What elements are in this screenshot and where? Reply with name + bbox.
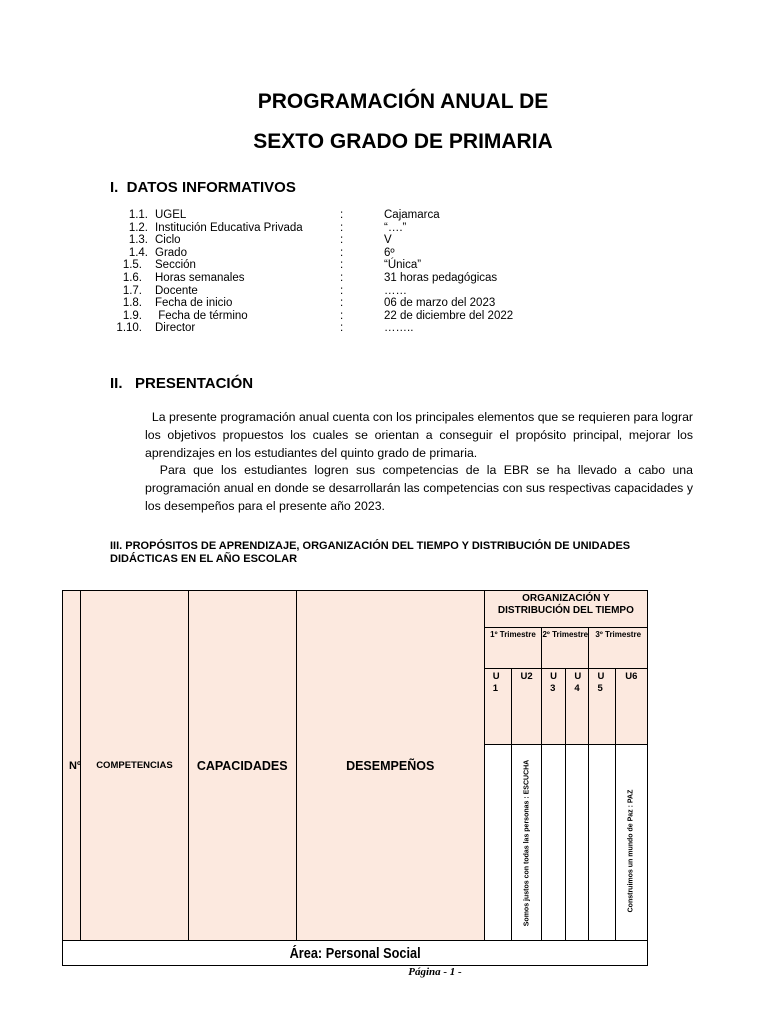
datos-num: 1.9.	[122, 309, 142, 322]
datos-label: Docente	[155, 284, 198, 297]
header-n: Nº	[63, 591, 81, 941]
page-number: Página - 1 -	[408, 966, 462, 978]
area-label: Área: Personal Social	[289, 944, 421, 962]
datos-label: Horas semanales	[155, 272, 245, 284]
header-unit-4	[566, 669, 589, 745]
datos-separator: :	[340, 322, 344, 335]
datos-value: 22 de diciembre del 2022	[384, 309, 514, 322]
datos-num: 1.1.	[128, 209, 148, 221]
datos-row	[0, 285, 768, 298]
paragraph-text: La presente programación anual cuenta con los principales elementos que se requieren para lograr los objetivos propuestos los cuales se orientan a conseguir el propósito principal, mejorar los aprendizajes en los estudiantes del quinto grado de primaria.	[145, 410, 694, 460]
unit-title-cell-4	[566, 745, 589, 941]
area-row	[63, 941, 648, 966]
datos-value: 31 horas pedagógicas	[384, 272, 498, 284]
datos-separator: :	[340, 297, 344, 310]
datos-value: 6º	[384, 246, 395, 259]
datos-label: Director	[155, 322, 196, 335]
header-unit-5	[589, 669, 615, 745]
datos-row	[0, 310, 768, 323]
datos-num: 1.3.	[128, 234, 148, 247]
datos-separator: :	[340, 309, 344, 322]
programacion-table	[62, 590, 648, 966]
datos-row	[0, 322, 768, 335]
unit-title-cell-5	[589, 745, 615, 941]
datos-separator: :	[340, 246, 344, 259]
header-organizacion: ORGANIZACIÓN Y DISTRIBUCIÓN DEL TIEMPO	[484, 591, 647, 628]
datos-num: 1.5.	[122, 259, 142, 272]
header-trimestre-1: 1º Trimestre	[484, 628, 541, 669]
header-unit-3	[542, 669, 566, 745]
datos-row	[0, 297, 768, 310]
datos-separator: :	[340, 234, 344, 247]
datos-value: “Única”	[384, 259, 422, 272]
unit-title-cell-2	[511, 745, 541, 941]
datos-row	[0, 272, 768, 285]
header-unit-6: U6	[615, 669, 647, 745]
presentation-paragraph	[145, 461, 693, 515]
header-trimestre-3: 3º Trimestre	[589, 628, 648, 669]
datos-value: V	[384, 234, 392, 247]
paragraph-text: Para que los estudiantes logren sus competencias de la EBR se ha llevado a cabo una programación anual en donde se desarrollarán las competencias con sus respectivas capacidades y los desempeños para el presente año 2023.	[145, 463, 693, 513]
unit-title-cell-6	[615, 745, 647, 941]
datos-num: 1.2.	[128, 221, 148, 234]
datos-num: 1.7.	[122, 284, 142, 297]
unit-label: U 4	[574, 671, 582, 694]
datos-separator: :	[340, 221, 344, 234]
header-capacidades: CAPACIDADES	[188, 591, 296, 941]
unit-title-cell-1	[484, 745, 511, 941]
header-trimestre-2: 2º Trimestre	[542, 628, 589, 669]
section-heading-propositos: III. PROPÓSITOS DE APRENDIZAJE, ORGANIZACIÓN DEL TIEMPO Y DISTRIBUCIÓN DE UNIDADES DIDÁCTICAS EN EL AÑO ESCOLAR	[110, 540, 631, 565]
datos-label: Ciclo	[155, 234, 181, 247]
datos-num: 1.8.	[122, 297, 142, 310]
datos-row	[0, 209, 768, 222]
header-desempenos: DESEMPEÑOS	[296, 591, 484, 941]
header-unit-2: U2	[511, 669, 541, 745]
datos-separator: :	[340, 272, 344, 284]
section-heading-presentacion: II. PRESENTACIÓN	[110, 375, 254, 392]
datos-row	[0, 222, 768, 235]
datos-separator: :	[340, 259, 344, 272]
page-subtitle: SEXTO GRADO DE PRIMARIA	[253, 130, 553, 153]
header-unit-1	[484, 669, 511, 745]
unit-label: U 5	[597, 671, 605, 694]
datos-row	[0, 234, 768, 247]
unit-title-cell-3	[542, 745, 566, 941]
datos-separator: :	[340, 209, 344, 221]
unit-label: U 1	[492, 671, 500, 694]
presentation-paragraph	[145, 408, 693, 462]
datos-label: Institución Educativa Privada	[155, 221, 303, 234]
unit-title: Construimos un mundo de Paz : PAZ	[627, 789, 635, 912]
datos-label: Fecha de término	[155, 309, 248, 322]
datos-value: ……	[384, 284, 407, 297]
datos-row	[0, 247, 768, 260]
datos-num: 1.6.	[122, 272, 142, 284]
datos-value: Cajamarca	[384, 209, 440, 221]
datos-num: 1.10.	[116, 322, 142, 335]
section-heading-datos: I. DATOS INFORMATIVOS	[110, 179, 296, 196]
datos-label: Fecha de inicio	[155, 297, 233, 310]
unit-label: U 3	[550, 671, 558, 694]
header-competencias: COMPETENCIAS	[81, 591, 189, 941]
datos-value: ……..	[384, 322, 414, 335]
datos-label: Grado	[155, 246, 187, 259]
datos-label: UGEL	[155, 209, 187, 221]
datos-separator: :	[340, 284, 344, 297]
datos-value: 06 de marzo del 2023	[384, 297, 496, 310]
datos-label: Sección	[155, 259, 196, 272]
unit-title: Somos justos con todas las personas : ESCUCHA	[523, 759, 531, 926]
datos-row	[0, 259, 768, 272]
datos-value: “….”	[384, 221, 407, 234]
page-title: PROGRAMACIÓN ANUAL DE	[257, 90, 549, 113]
datos-num: 1.4.	[128, 246, 148, 259]
